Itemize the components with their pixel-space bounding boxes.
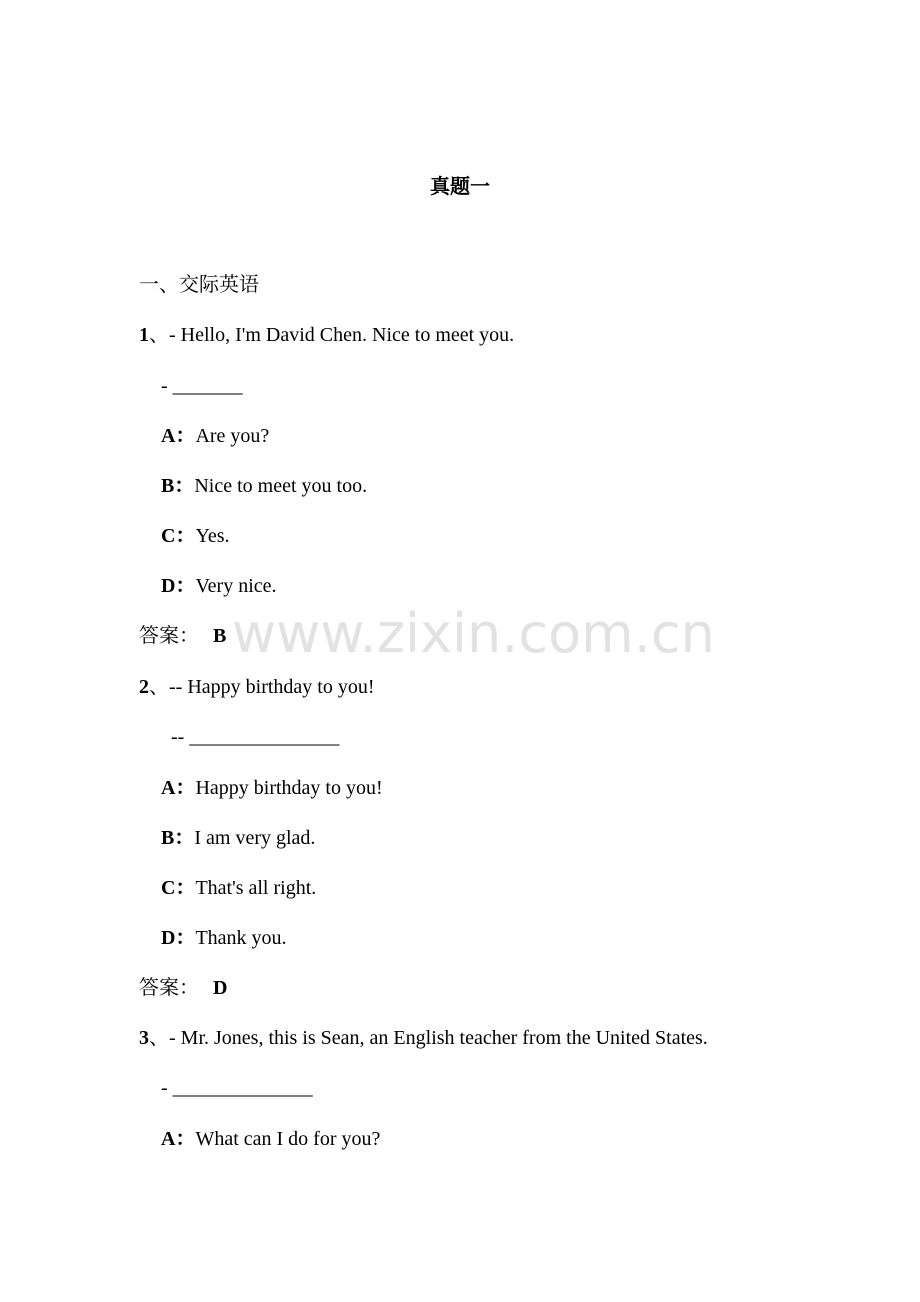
question-1-prompt <box>139 320 514 349</box>
question-separator: 、 <box>149 322 169 346</box>
question-2-option-a <box>161 773 383 802</box>
watermark: www.zixin.com.cn <box>232 602 715 665</box>
option-text: Thank you. <box>195 927 287 949</box>
question-1-option-d <box>161 571 277 600</box>
question-number: 2 <box>139 676 149 698</box>
question-1-option-a <box>161 421 269 450</box>
question-separator: 、 <box>149 674 169 698</box>
question-text: -- Happy birthday to you! <box>169 676 375 698</box>
option-colon: ： <box>175 523 196 547</box>
answer-label: 答案： <box>139 975 199 999</box>
option-colon: ： <box>174 473 195 497</box>
question-1-option-c <box>161 521 230 550</box>
option-text: Yes. <box>195 525 230 547</box>
option-letter: D <box>161 927 176 949</box>
question-separator: 、 <box>149 1025 169 1049</box>
option-colon: ： <box>175 1126 196 1150</box>
section-heading: 一、交际英语 <box>139 272 259 296</box>
option-letter: A <box>161 425 176 447</box>
question-text: - Hello, I'm David Chen. Nice to meet you. <box>169 324 515 346</box>
question-1-answer <box>139 621 226 650</box>
question-2-option-c <box>161 873 316 902</box>
question-2-option-b <box>161 823 315 852</box>
question-number: 1 <box>139 324 149 346</box>
answer-value: B <box>213 625 227 647</box>
option-colon: ： <box>175 423 196 447</box>
option-letter: C <box>161 877 176 899</box>
option-colon: ： <box>175 573 196 597</box>
option-text: Are you? <box>195 425 270 447</box>
answer-value: D <box>213 977 228 999</box>
option-letter: B <box>161 475 175 497</box>
option-letter: D <box>161 575 176 597</box>
question-3-option-a <box>161 1124 380 1153</box>
question-2-answer <box>139 973 227 1002</box>
answer-label: 答案： <box>139 623 199 647</box>
document-title: 真题一 <box>430 174 490 198</box>
question-3-prompt <box>139 1023 708 1052</box>
option-text: That's all right. <box>195 877 317 899</box>
option-colon: ： <box>175 925 196 949</box>
option-text: Nice to meet you too. <box>194 475 368 497</box>
option-colon: ： <box>174 825 195 849</box>
question-number: 3 <box>139 1027 149 1049</box>
option-colon: ： <box>175 875 196 899</box>
option-letter: B <box>161 827 175 849</box>
question-3-reply: - ______________ <box>161 1077 313 1099</box>
option-text: What can I do for you? <box>195 1128 381 1150</box>
question-2-prompt <box>139 672 375 701</box>
option-letter: A <box>161 777 176 799</box>
question-1-reply: - _______ <box>161 375 243 397</box>
question-text: - Mr. Jones, this is Sean, an English teacher from the United States. <box>169 1027 708 1049</box>
question-1-option-b <box>161 471 367 500</box>
option-text: Happy birthday to you! <box>195 777 383 799</box>
option-letter: C <box>161 525 176 547</box>
option-text: I am very glad. <box>194 827 316 849</box>
option-letter: A <box>161 1128 176 1150</box>
option-colon: ： <box>175 775 196 799</box>
option-text: Very nice. <box>195 575 277 597</box>
question-2-reply: -- _______________ <box>171 726 340 748</box>
question-2-option-d <box>161 923 287 952</box>
